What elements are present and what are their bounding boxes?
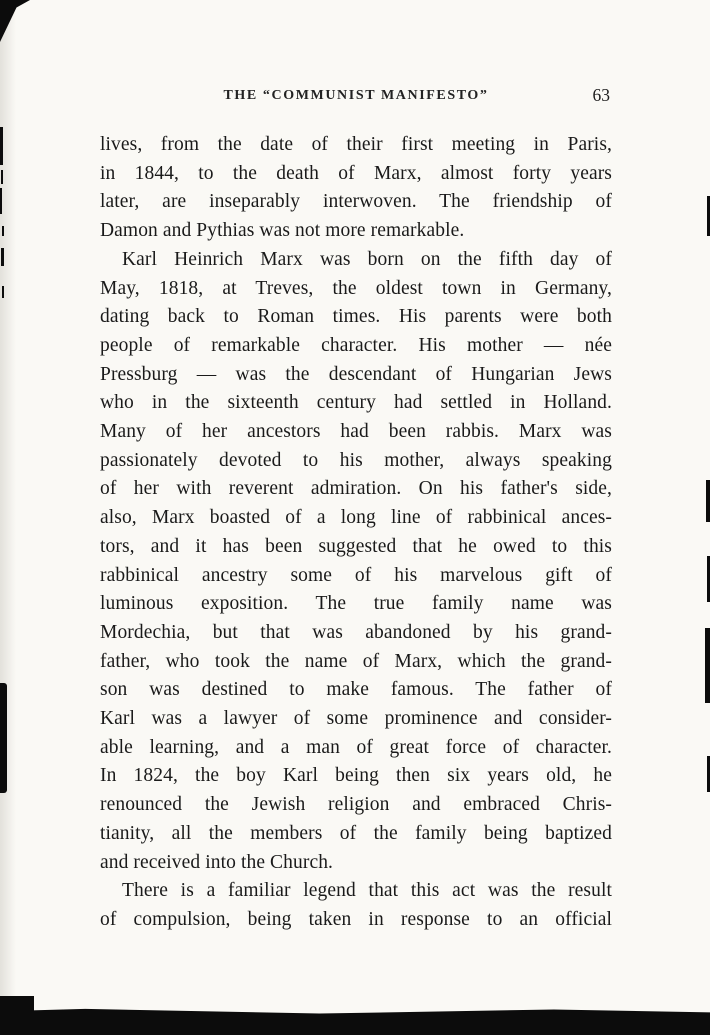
text-line: lives, from the date of their first meeting in Paris, xyxy=(100,134,612,155)
text-line: tors, and it has been suggested that he owed to this xyxy=(100,535,612,557)
scan-edge-mark-left-6 xyxy=(2,286,4,298)
text-line: also, Marx boasted of a long line of rabbinical ances- xyxy=(100,507,612,529)
text-line: Karl was a lawyer of some prominence and consider- xyxy=(100,708,612,730)
text-line: rabbinical ancestry some of his marvelous gift of xyxy=(100,564,612,586)
text-line: Karl Heinrich Marx was born on the fifth day of xyxy=(122,248,612,270)
text-line: son was destined to make famous. The father of xyxy=(100,679,612,701)
text-line: dating back to Roman times. His parents were both xyxy=(100,306,612,328)
scan-corner-mark xyxy=(0,0,30,42)
paragraph xyxy=(100,246,612,877)
text-line: able learning, and a man of great force of character. xyxy=(100,736,612,758)
text-line: and received into the Church. xyxy=(100,851,334,873)
text-line: in 1844, to the death of Marx, almost forty years xyxy=(100,162,612,184)
page-body xyxy=(100,131,612,935)
text-line: tianity, all the members of the family being baptized xyxy=(100,822,612,844)
text-line: Damon and Pythias was not more remarkable. xyxy=(100,220,465,242)
text-line: May, 1818, at Treves, the oldest town in Germany, xyxy=(100,277,612,299)
text-line: of her with reverent admiration. On his father's side, xyxy=(100,478,612,500)
page-number: 63 xyxy=(592,85,610,105)
text-line: There is a familiar legend that this act was the result xyxy=(122,880,612,902)
running-head-title: THE “COMMUNIST MANIFESTO” xyxy=(223,88,489,103)
text-line: of compulsion, being taken in response to an official xyxy=(100,908,612,930)
scan-edge-mark-right-4 xyxy=(705,628,710,703)
scan-bottom-band xyxy=(0,1006,710,1035)
scan-edge-bar-left xyxy=(0,683,7,793)
text-line: people of remarkable character. His mother — née xyxy=(100,334,612,356)
text-line: father, who took the name of Marx, which the grand- xyxy=(100,650,612,672)
scan-edge-mark-left-3 xyxy=(0,188,2,214)
text-line: later, are inseparably interwoven. The friendship of xyxy=(100,191,612,213)
text-line: Mordechia, but that was abandoned by his grand- xyxy=(100,621,612,643)
paragraph xyxy=(100,877,612,934)
paper-edge-shading xyxy=(0,0,16,1035)
text-line: passionately devoted to his mother, always speaking xyxy=(100,449,612,471)
scan-bottom-left-blob xyxy=(0,996,34,1014)
scan-edge-mark-left-2 xyxy=(1,170,3,184)
text-line: In 1824, the boy Karl being then six years old, he xyxy=(100,765,612,787)
scan-edge-mark-right-2 xyxy=(706,480,710,522)
text-line: Many of her ancestors had been rabbis. Marx was xyxy=(100,421,612,443)
text-line: luminous exposition. The true family name was xyxy=(100,593,612,615)
scan-edge-mark-left-4 xyxy=(2,226,4,236)
text-line: Pressburg — was the descendant of Hungarian Jews xyxy=(100,363,612,385)
scan-edge-mark-left-1 xyxy=(0,127,3,165)
scan-edge-mark-left-5 xyxy=(1,248,4,266)
text-line: who in the sixteenth century had settled in Holland. xyxy=(100,392,612,414)
text-line: renounced the Jewish religion and embraced Chris- xyxy=(100,794,612,816)
page-header xyxy=(100,86,612,110)
paragraph xyxy=(100,131,612,246)
